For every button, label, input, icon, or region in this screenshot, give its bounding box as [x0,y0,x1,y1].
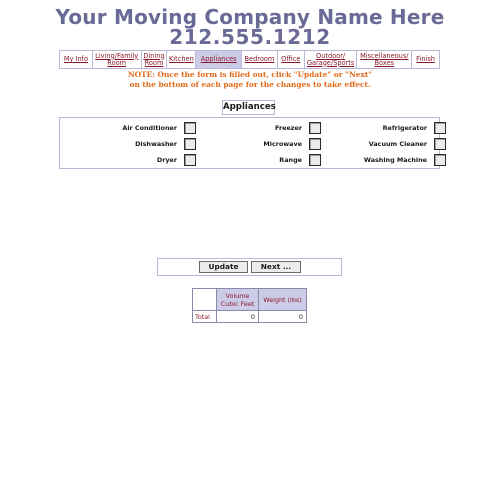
total-weight-value: 0 [259,311,307,323]
tab-dining-room[interactable]: Dining Room [142,51,168,68]
tab-bedroom[interactable]: Bedroom [242,51,278,68]
appliance-quantity-input[interactable] [434,154,446,166]
appliance-refrigerator [334,121,446,134]
appliance-quantity-input[interactable] [309,122,321,134]
tab-outdoor-garage-sports[interactable]: Outdoor/ Garage/Sports [305,51,358,68]
appliances-panel [59,117,440,169]
appliance-quantity-input[interactable] [309,138,321,150]
note-line-2: on the bottom of each page for the changes to take effect. [129,79,371,89]
appliance-quantity-input[interactable] [184,154,196,166]
appliance-quantity-input[interactable] [434,122,446,134]
total-volume-value: 0 [217,311,259,323]
appliance-label: Washing Machine [363,155,427,164]
appliance-label: Microwave [263,139,302,148]
appliance-washing-machine [334,153,446,166]
section-title: Appliances [222,100,275,115]
update-button[interactable]: Update [199,261,248,273]
totals-header-row [193,289,307,311]
appliance-quantity-input[interactable] [434,138,446,150]
tab-office[interactable]: Office [278,51,305,68]
tab-finish[interactable]: Finish [416,55,435,63]
appliance-label: Freezer [275,123,302,132]
appliance-microwave [209,137,321,150]
company-phone: 212.555.1212 [169,25,331,49]
appliance-range [209,153,321,166]
appliance-quantity-input[interactable] [309,154,321,166]
appliance-label: Range [279,155,302,164]
appliance-quantity-input[interactable] [184,138,196,150]
totals-corner-cell [193,289,217,311]
note-line-1: NOTE: Once the form is filled out, click "Update" or "Next" [127,70,373,79]
totals-table [192,288,307,323]
tab-my-info[interactable]: My Info [60,51,93,68]
weight-header: Weight (lbs) [259,289,307,311]
next-button[interactable]: Next ... [251,261,301,273]
volume-header: Volume Cubic Feet [217,289,259,311]
nav-bar [59,50,440,69]
appliance-dryer [84,153,196,166]
company-name: Your Moving Company Name Here [55,5,445,29]
tab-miscellaneous-boxes[interactable]: Miscellaneous/ Boxes [357,51,412,68]
tab-kitchen[interactable]: Kitchen [167,51,196,68]
button-bar [157,258,342,276]
totals-row [193,311,307,323]
appliance-dishwasher [84,137,196,150]
tab-appliances[interactable]: Appliances [196,51,242,68]
total-label: Total [193,311,217,323]
appliance-freezer [209,121,321,134]
appliance-label: Vacuum Cleaner [368,139,427,148]
appliance-label: Refrigerator [382,123,427,132]
appliance-label: Dryer [156,155,177,164]
appliance-quantity-input[interactable] [184,122,196,134]
appliance-label: Air Conditioner [122,123,177,132]
appliance-label: Dishwasher [135,139,177,148]
tab-living-family-room[interactable]: Living/Family Room [93,51,142,68]
instruction-note [0,70,500,89]
appliance-vacuum-cleaner [334,137,446,150]
appliance-air-conditioner [84,121,196,134]
